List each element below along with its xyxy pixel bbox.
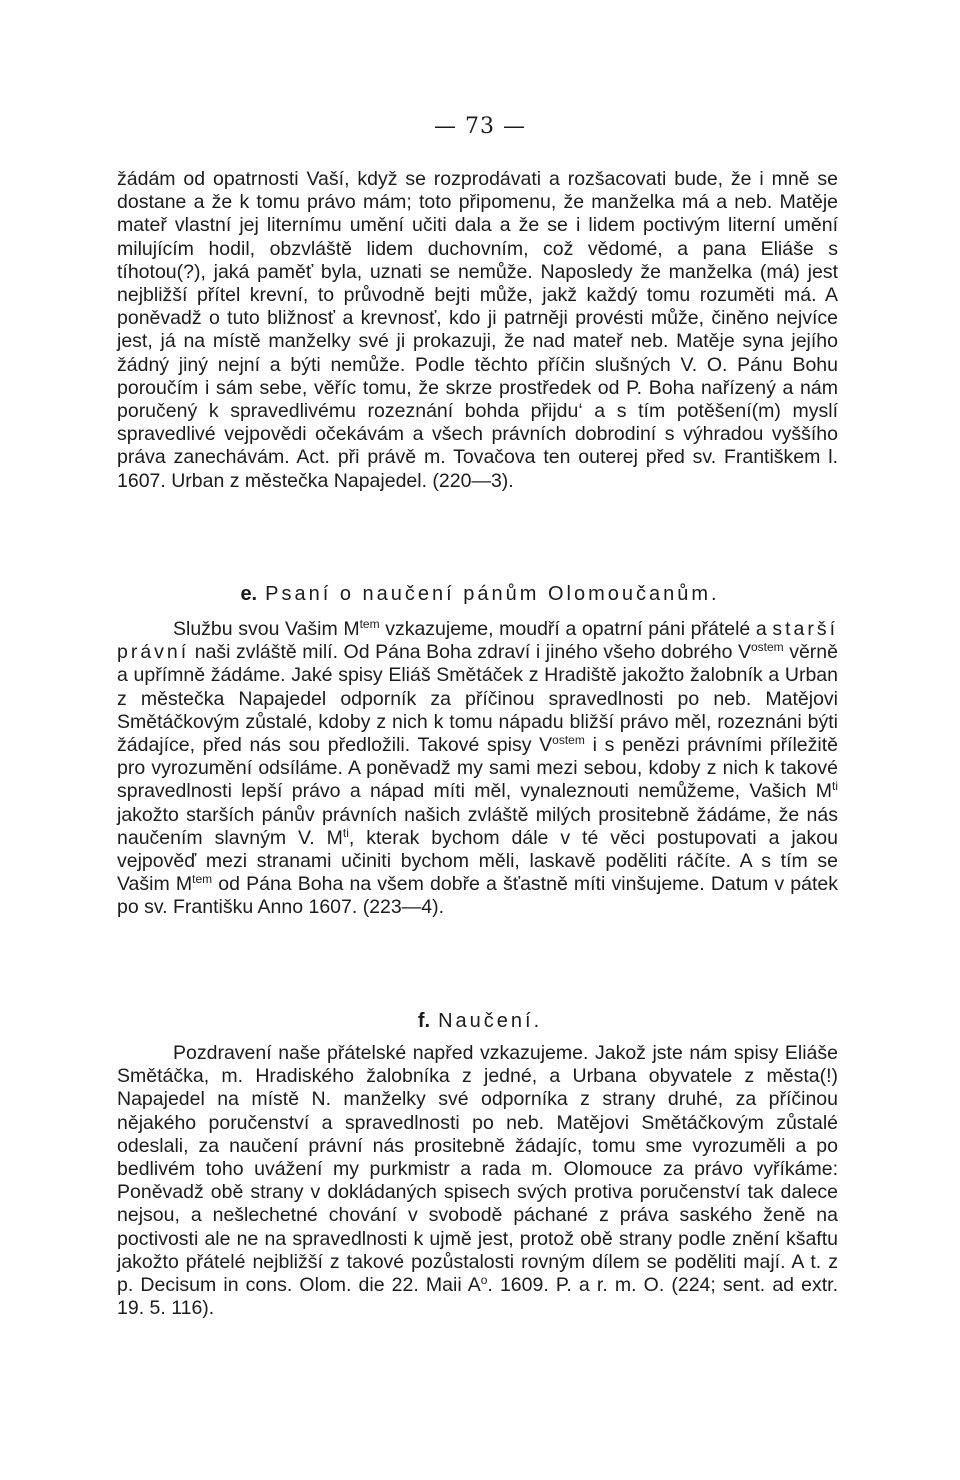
section-instruction [117,1042,838,1320]
superscript-abbrev: ti [832,779,838,794]
section-letter-to-olomouc [117,618,838,920]
text-run: jakožto starších pánův právních našich zvláště milých prositebně žádáme, že nás naučením slavným V. M [117,803,838,849]
superscript-abbrev: ti [342,825,349,840]
section-letter-continuation [117,168,838,493]
section-letter: f. [417,1010,431,1032]
spaced-text: starší právní [117,618,838,664]
text-run: od Pána Boha na všem dobře a šťastně míti vinšujeme. Datum v pátek po sv. Františku Anno 1607. (223—4). [117,873,838,919]
page-number: — 73 — [434,114,526,139]
section-title: Naučení. [438,1010,543,1032]
text-run: věrně a upřímně žádáme. Jaké spisy Eliáš Smětáček z Hradiště jakožto žalobník a Urban z městečka Napajedel odporník za příčinou spravedlnosti po neb. Matějovi Smětáčkovým zůstalé, kdoby z nich k tomu nápadu bližší právo měl, rozeznáni býti žádajíce, před nás sou předložili. Takové spisy V [117,641,838,757]
text-run: , kterak bychom dále v té věci postupovati a jakou vejpověď mezi stranami učiniti bychom měli, laskavě poděliti ráčíte. A s tím se Vašim M [117,826,838,896]
superscript-abbrev: tem [359,617,380,631]
text-run: i s penězi právními příležitě pro vyrozumění odsíláme. A poněvadž my sami mezi sebou, kdoby z nich k takové spravedlnosti lepší právo a nápad míti měl, vynaleznouti nemůžeme, Vašich M [117,734,839,803]
section-letter: e. [240,583,258,605]
superscript-abbrev: o [480,1273,488,1288]
superscript-abbrev: ostem [552,733,585,748]
text-run: naši zvláště milí. Od Pána Boha zdraví i jiného všeho dobrého V [189,641,751,664]
paragraph [117,618,838,920]
superscript-abbrev: tem [192,872,213,887]
text-run: . 1609. P. a r. m. O. (224; sent. ad extr. 19. 5. 116). [117,1274,838,1320]
paragraph: žádám od opatrnosti Vaší, když se rozprodávati a rozšacovati bude, že i mně se dostane a že k tomu právo mám; toto připomenu, že manželka má a neb. Matěje mateř vlastní jej liternímu umění učiti dala a že se i lidem poctivým literní umění milujícím hodil, obzvláště lidem duchovním, což vědomé, a pana Eliáše s tíhotou(?), jaká paměť byla, uznati se nemůže. Naposledy že manželka (má) jest nejbližší přítel krevní, to průvodně bejti může, jakž každý tomu rozuměti má. A poněvadž o tuto bližnosť a krevnosť, kdo ji patrněji provésti může, činěno nejvíce jest, já na místě manželky své ji prokazuji, že nad mateř neb. Matěje syna jejího žádný jiný nejní a býti nemůže. Podle těchto příčin slušných V. O. Pánu Bohu poroučím i sám sebe, věříc tomu, že skrze prostředek od P. Boha nařízený a nám poručený k spravedlivému rozeznání bohda přijdu‘ a s tím potěšení(m) myslí spravedlivé vejpovědi očekávám a všech právních dobrodiní s výhradou vyššího práva zanechávám. Act. při právě m. Tovačova ten outerej před sv. Františkem l. 1607. Urban z městečka Napajedel. (220—3). [117,168,838,492]
section-heading-e [0,583,960,606]
section-title: Psaní o naučení pánům Olomoučanům. [265,583,720,605]
text-run: vzkazujeme, moudří a opatrní páni přátelé a [379,618,773,640]
section-heading-f [0,1010,960,1033]
text-run: Pozdravení naše přátelské napřed vzkazujeme. Jakož jste nám spisy Eliáše Smětáčka, m. Hradiského žalobníka z jedné, a Urbana obyvatele z města(!) Napajedel na místě N. manželky své odporníka z strany druhé, za příčinou nějakého poručenství a spravedlnosti po neb. Matějovi Smětáčkovým zůstalé odeslali, za naučení právní nás prositebně žádajíc, tomu sme vyrozuměli a po bedlivém toho uvážení my purkmistr a rada m. Olomouce za právo vyříkáme: Poněvadž obě strany v dokládaných spisech svých protiva poručenství tak dalece nejsou, a nešlechetné chování v svobodě páchané z práva saského ženě na poctivosti ale ne na spravedlnosti k ujmě jest, protož obě strany podle znění kšaftu jakožto přátelé nejbližší z takové pozůstalosti rovným dílem se poděliti mají. A t. z p. Decisum in cons. Olom. die 22. Maii A [117,1042,838,1297]
text-run: Službu svou Vašim M [173,618,360,640]
superscript-abbrev: ostem [750,640,784,655]
paragraph [117,1042,838,1320]
